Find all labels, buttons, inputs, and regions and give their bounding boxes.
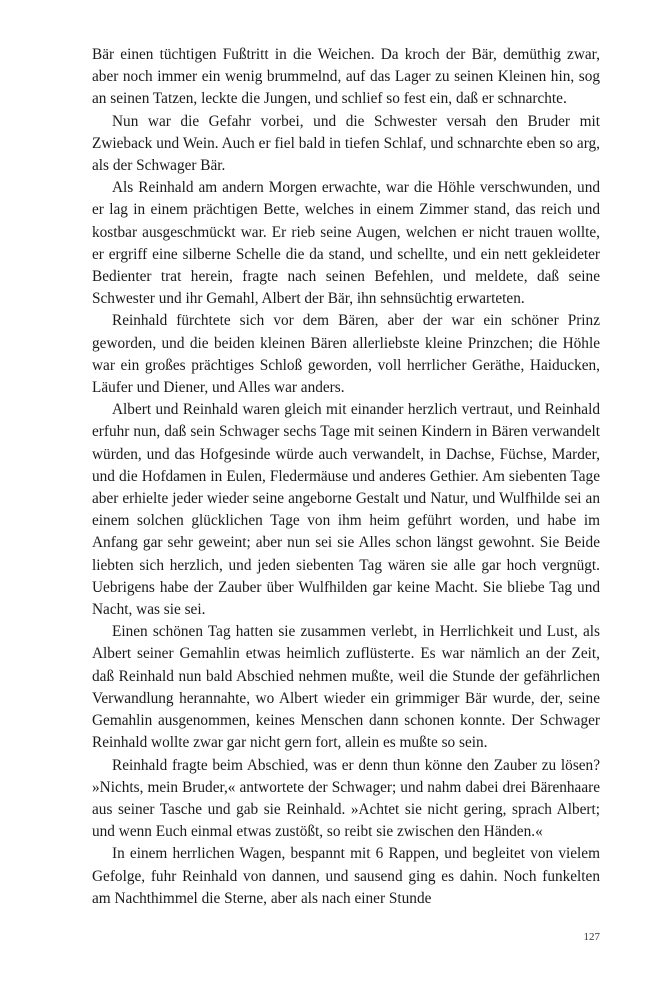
- page-body: [92, 44, 600, 910]
- paragraph-3: Als Reinhald am andern Morgen erwachte, war die Höhle verschwunden, und er lag in einem prächtigen Bette, welches in einem Zimmer stand, das reich und kostbar ausgeschmückt war. Er rieb seine Augen, welchen er nicht trauen wollte, er ergriff eine silberne Schelle die da stand, und schellte, und ein nett gekleideter Bedienter trat herein, fragte nach seinen Befehlen, und meldete, daß seine Schwester und ihr Gemahl, Albert der Bär, ihn sehnsüchtig erwarteten.: [92, 179, 600, 308]
- paragraph-5: Albert und Reinhald waren gleich mit einander herzlich vertraut, und Reinhald erfuhr nun, daß sein Schwager sechs Tage mit seinen Kindern in Bären verwandelt würden, und das Hofgesinde würde auch verwandelt, in Dachse, Füchse, Marder, und die Hofdamen in Eulen, Fledermäuse und anderes Gethier. Am siebenten Tage aber erhielte jeder wieder seine angeborne Gestalt und Natur, und Wulfhilde sei an einem solchen glücklichen Tage von ihm heim geführt worden, und habe im Anfang gar sehr geweint; aber nun sei sie Alles schon längst gewohnt. Sie Beide liebten sich herzlich, und jeden siebenten Tag wären sie alle gar hoch vergnügt. Uebrigens habe der Zauber über Wulfhilden gar keine Macht. Sie bliebe Tag und Nacht, was sie sei.: [92, 401, 600, 619]
- paragraph-7: Reinhald fragte beim Abschied, was er denn thun könne den Zauber zu lösen? »Nichts, mein Bruder,« antwortete der Schwager; und nahm dabei drei Bärenhaare aus seiner Tasche und gab sie Reinhald. »Achtet sie nicht gering, sprach Albert; und wenn Euch einmal etwas zustößt, so reibt sie zwischen den Händen.«: [92, 756, 600, 841]
- paragraph-1: Bär einen tüchtigen Fußtritt in die Weichen. Da kroch der Bär, demüthig zwar, aber noch immer ein wenig brummelnd, auf das Lager zu seinen Kleinen hin, sog an seinen Tatzen, leckte die Jungen, und schlief so fest ein, daß er schnarchte.: [92, 46, 600, 108]
- paragraph-2: Nun war die Gefahr vorbei, und die Schwester versah den Bruder mit Zwieback und Wein. Auch er fiel bald in tiefen Schlaf, und schnarchte eben so arg, als der Schwager Bär.: [92, 112, 600, 175]
- page-number: 127: [583, 931, 600, 943]
- paragraph-8: In einem herrlichen Wagen, bespannt mit 6 Rappen, und begleitet von vielem Gefolge, fuhr Reinhald von dannen, und sausend ging es dahin. Noch funkelten am Nachthimmel die Sterne, aber als nach einer Stunde: [92, 845, 600, 907]
- paragraph-4: Reinhald fürchtete sich vor dem Bären, aber der war ein schöner Prinz geworden, und die beiden kleinen Bären allerliebste kleine Prinzchen; die Höhle war ein großes prächtiges Schloß geworden, voll herrlicher Geräthe, Haiducken, Läufer und Diener, und Alles war anders.: [92, 312, 600, 397]
- paragraph-6: Einen schönen Tag hatten sie zusammen verlebt, in Herrlichkeit und Lust, als Albert seiner Gemahlin etwas heimlich zuflüsterte. Es war nämlich an der Zeit, daß Reinhald nun bald Abschied nehmen mußte, weil die Stunde der gefährlichen Verwandlung herannahte, wo Albert wieder ein grimmiger Bär wurde, der, seine Gemahlin ausgenommen, keines Menschen dann schonen konnte. Der Schwager Reinhald wollte zwar gar nicht gern fort, allein es mußte so sein.: [92, 623, 600, 752]
